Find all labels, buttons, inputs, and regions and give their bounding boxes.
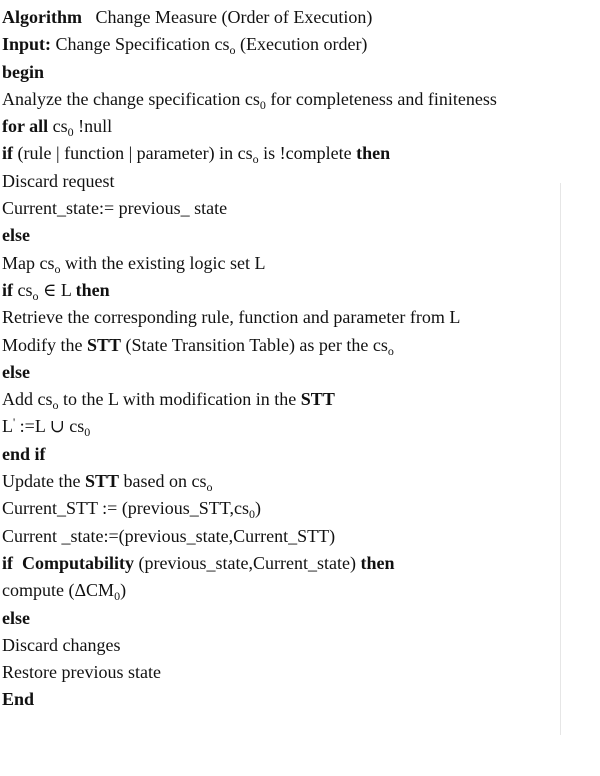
input-text: Change Specification cs [55,34,230,55]
stt-keyword: STT [87,334,122,355]
if-complete-line [2,140,594,167]
union-text: L [2,416,13,437]
update-stt-line [2,468,594,495]
compute-text-tail: ) [120,580,127,601]
if-computability-line [2,550,594,577]
current-stt-subscript: 0 [248,507,255,522]
algorithm-body [2,168,594,714]
analyze-subscript: 0 [259,97,266,112]
analyze-text: Analyze the change specification cs [2,88,260,109]
modify-text: Modify the [2,334,87,355]
then-keyword: then [360,552,395,573]
if-member-line [2,277,594,304]
union-prime: ' [13,415,16,430]
add-text: Add cs [2,389,53,410]
discard-request-text: Discard request [2,170,115,191]
end-line [2,686,594,713]
union-line [2,413,594,440]
for-all-line [2,113,594,140]
discard-changes-line [2,632,594,659]
map-subscript: o [54,261,61,276]
map-line [2,250,594,277]
current-stt-line [2,495,594,522]
compute-line [2,577,594,604]
for-all-subscript: 0 [67,125,74,140]
algorithm-block [2,4,594,714]
end-if-keyword: end if [2,443,46,464]
current-state-line [2,195,594,222]
add-text-mid: to the L with modification in the [58,389,301,410]
modify-stt-line [2,332,594,359]
if-member-text-tail: ∈ L [38,279,76,300]
algorithm-title-line [2,4,594,31]
if-complete-text: (rule | function | parameter) in cs [13,143,253,164]
current-state-assign-text: Current _state:=(previous_state,Current_STT) [2,525,336,546]
else-keyword: else [2,225,30,246]
if-keyword: if [2,279,13,300]
restore-line [2,659,594,686]
if-member-subscript: o [32,288,39,303]
else-keyword: else [2,607,30,628]
input-keyword: Input: [2,34,52,55]
current-stt-text: Current_STT := (previous_STT,cs [2,498,249,519]
map-text: Map cs [2,252,55,273]
then-keyword: then [75,279,110,300]
analyze-line [2,86,594,113]
current-state-text: Current_state:= previous_ state [2,198,228,219]
else-line-1 [2,222,594,249]
retrieve-text: Retrieve the corresponding rule, function and parameter from L [2,307,461,328]
input-line [2,31,594,58]
update-subscript: o [206,480,213,495]
algorithm-keyword: Algorithm [2,7,82,27]
discard-changes-text: Discard changes [2,634,121,655]
if-member-text: cs [13,279,33,300]
then-keyword: then [356,143,391,164]
for-all-text-tail: !null [73,116,113,137]
analyze-text-tail: for completeness and finiteness [265,88,497,109]
restore-text: Restore previous state [2,662,161,683]
stt-keyword: STT [84,471,119,492]
input-subscript: o [229,43,236,58]
stt-keyword: STT [300,389,335,410]
computability-text: (previous_state,Current_state) [134,552,361,573]
discard-request-line [2,168,594,195]
add-subscript: o [52,398,59,413]
end-if-line [2,441,594,468]
current-stt-text-tail: ) [254,498,261,519]
begin-keyword: begin [2,61,45,82]
add-line [2,386,594,413]
for-all-keyword: for all [2,116,49,137]
else-line-3 [2,605,594,632]
modify-subscript: o [387,343,394,358]
if-complete-text-tail: is !complete [258,143,357,164]
update-text: Update the [2,471,85,492]
computability-keyword: Computability [22,552,135,573]
if-keyword: if [2,552,13,573]
compute-text: compute (ΔCM [2,580,115,601]
right-border-rule [560,183,561,735]
else-line-2 [2,359,594,386]
if-complete-subscript: o [252,152,259,167]
current-state-assign-line [2,523,594,550]
map-text-tail: with the existing logic set L [60,252,266,273]
input-text-tail: (Execution order) [235,34,368,55]
end-keyword: End [2,689,35,710]
union-subscript: 0 [84,425,91,440]
for-all-text: cs [48,116,68,137]
update-text-tail: based on cs [119,471,207,492]
else-keyword: else [2,361,30,382]
begin-line [2,59,594,86]
union-text-mid: :=L ∪ cs [15,416,85,437]
modify-text-tail: (State Transition Table) as per the cs [121,334,388,355]
compute-subscript: 0 [114,589,121,604]
if-keyword: if [2,143,13,164]
retrieve-line [2,304,594,331]
algorithm-title: Change Measure (Order of Execution) [95,7,373,27]
